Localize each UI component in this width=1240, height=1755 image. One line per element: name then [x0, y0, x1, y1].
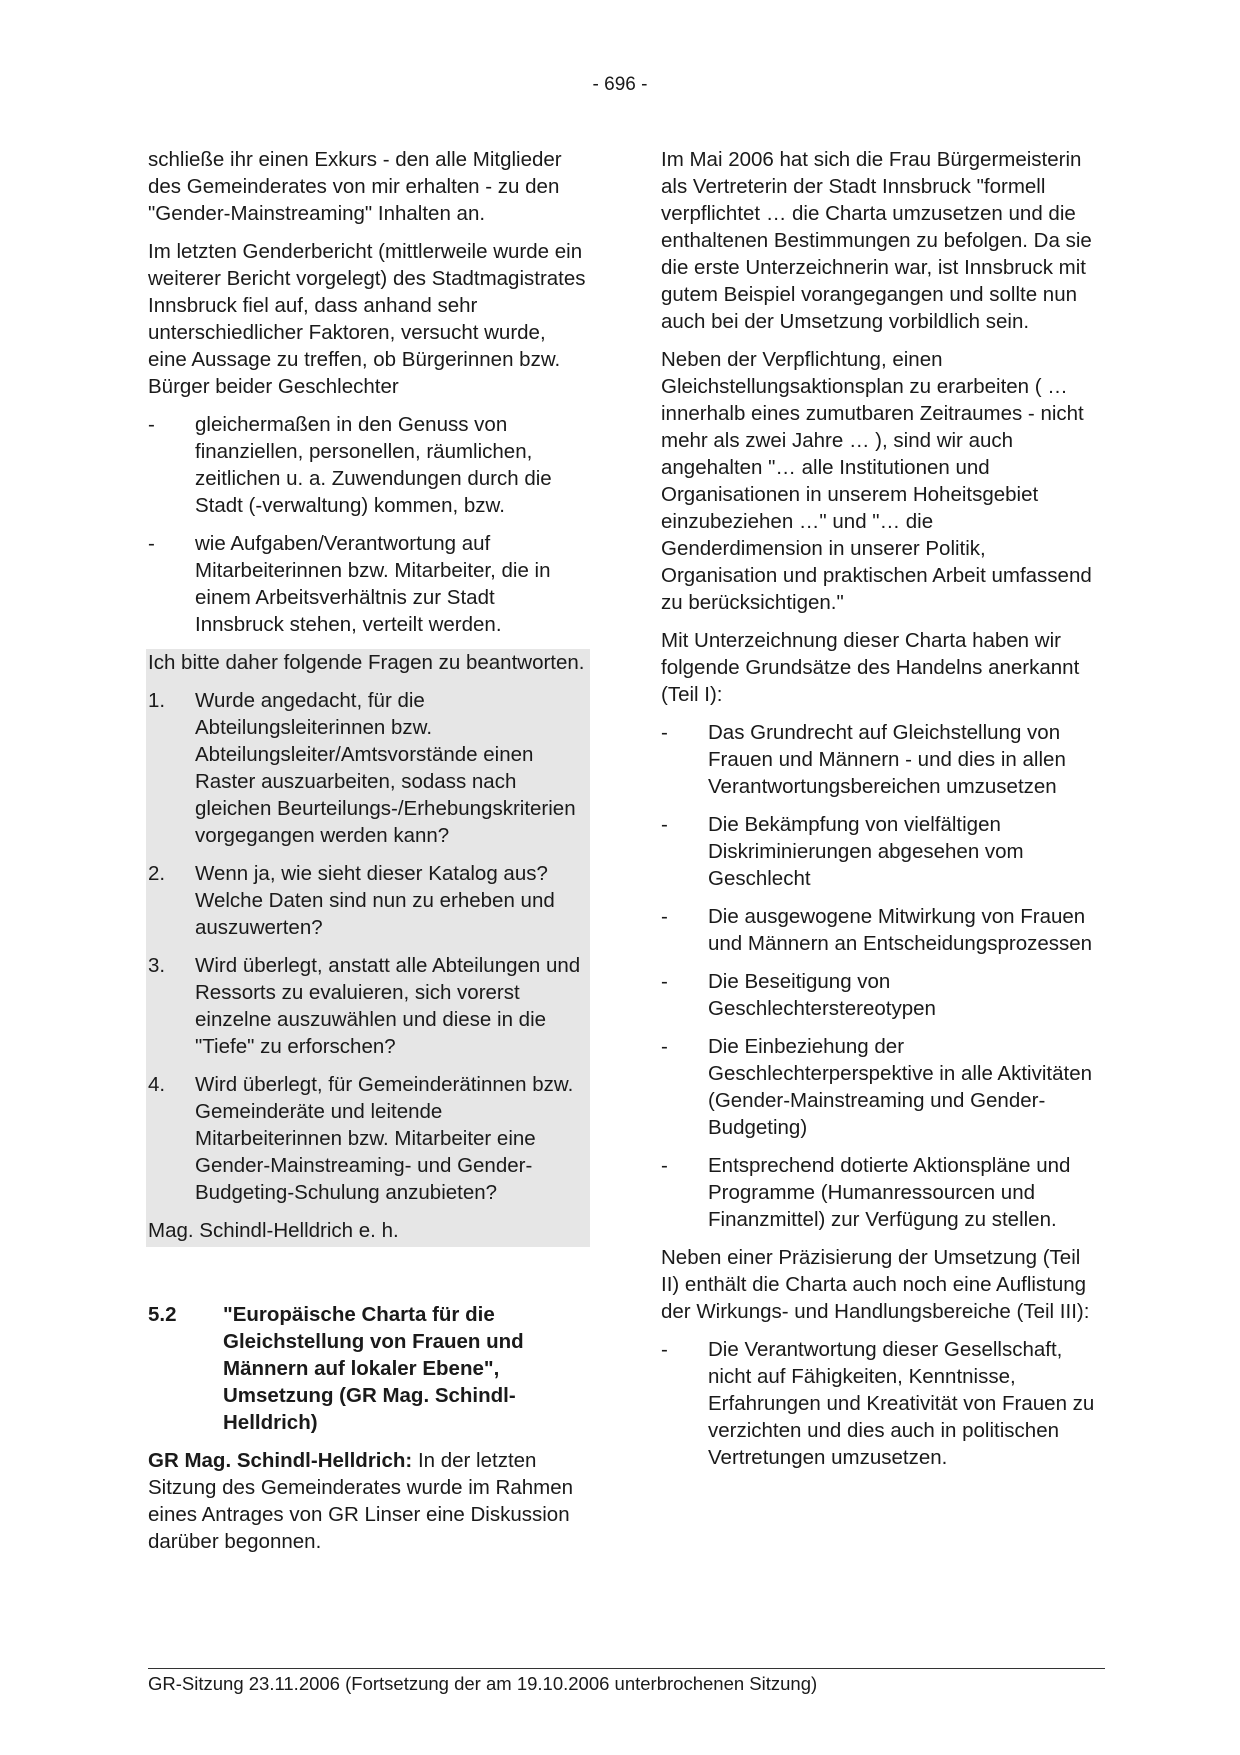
action-plan-paragraph: Neben der Verpflichtung, einen Gleichstellungsaktionsplan zu erarbeiten ( … innerhalb eines zumutbaren Zeitraumes - nicht mehr als zwei Jahre … ), sind wir auch angehalten "… alle Institutionen und Organisationen in unserem Hoheitsgebiet einzubeziehen …" und "… die Genderdimension in unserer Politik, Organisation und praktischen Arbeit umfassend zu berücksichtigen.": [661, 348, 1092, 614]
principle-item: [661, 1033, 1099, 1141]
list-item: [148, 411, 588, 519]
dash-marker: -: [661, 813, 668, 836]
question-text: Wird überlegt, anstatt alle Abteilungen und Ressorts zu evaluieren, sich vorerst einzelne auszuwählen und diese in die "Tiefe" zu erforschen?: [195, 954, 581, 1058]
footer-text: GR-Sitzung 23.11.2006 (Fortsetzung der am 19.10.2006 unterbrochenen Sitzung): [148, 1673, 818, 1694]
list-item-text: gleichermaßen in den Genuss von finanziellen, personellen, räumlichen, zeitlichen u. a. Zuwendungen durch die Stadt (-verwaltung) kommen, bzw.: [195, 413, 552, 517]
principle-text: Entsprechend dotierte Aktionspläne und Programme (Humanressourcen und Finanzmittel) zur Verfügung zu stellen.: [708, 1154, 1071, 1231]
principle-item: [661, 1152, 1099, 1233]
principles-intro: Mit Unterzeichnung dieser Charta haben wir folgende Grundsätze des Handelns anerkannt (Teil I):: [661, 629, 1080, 706]
section-title: "Europäische Charta für die Gleichstellung von Frauen und Männern auf lokaler Ebene", Umsetzung (GR Mag. Schindl-Helldrich): [223, 1303, 524, 1434]
principle-text: Die Bekämpfung von vielfältigen Diskriminierungen abgesehen vom Geschlecht: [708, 813, 1024, 890]
question-item: [148, 687, 588, 849]
right-column: [661, 146, 1099, 1482]
principle-item: [661, 968, 1099, 1022]
principle-text: Die ausgewogene Mitwirkung von Frauen und Männern an Entscheidungsprozessen: [708, 905, 1093, 955]
left-column: [148, 146, 588, 1566]
dash-marker: -: [661, 905, 668, 928]
commitment-paragraph: Im Mai 2006 hat sich die Frau Bürgermeisterin als Vertreterin der Stadt Innsbruck "formell verpflichtet … die Charta umzusetzen und die enthaltenen Bestimmungen zu befolgen. Da sie die erste Unterzeichnerin war, ist Innsbruck mit gutem Beispiel vorangegangen und sollte nun auch bei der Umsetzung vorbildlich sein.: [661, 148, 1092, 333]
page-number: - 696 -: [592, 74, 648, 95]
question-number: 4.: [148, 1073, 166, 1096]
dash-marker: -: [661, 1035, 668, 1058]
question-item: [148, 952, 588, 1060]
dash-marker: -: [148, 532, 155, 555]
dash-marker: -: [148, 413, 155, 436]
principle-text: Die Beseitigung von Geschlechterstereotypen: [708, 970, 936, 1020]
areas-intro: Neben einer Präzisierung der Umsetzung (Teil II) enthält die Charta auch noch eine Auflistung der Wirkungs- und Handlungsbereiche (Teil III):: [661, 1246, 1090, 1323]
list-item: [148, 530, 588, 638]
section-number: 5.2: [148, 1303, 177, 1326]
list-item-text: wie Aufgaben/Verantwortung auf Mitarbeiterinnen bzw. Mitarbeiter, die in einem Arbeitsverhältnis zur Stadt Innsbruck stehen, verteilt werden.: [195, 532, 551, 636]
speaker-name: GR Mag. Schindl-Helldrich:: [148, 1449, 413, 1472]
principle-item: [661, 811, 1099, 892]
question-item: [148, 1071, 588, 1206]
speaker-text: In der letzten Sitzung des Gemeinderates wurde im Rahmen eines Antrages von GR Linser eine Diskussion darüber begonnen.: [148, 1449, 574, 1553]
footer-divider: [148, 1668, 1105, 1669]
dash-marker: -: [661, 970, 668, 993]
principle-text: Das Grundrecht auf Gleichstellung von Frauen und Männern - und dies in allen Verantwortungsbereichen umzusetzen: [708, 721, 1066, 798]
signature: Mag. Schindl-Helldrich e. h.: [148, 1219, 399, 1242]
question-text: Wenn ja, wie sieht dieser Katalog aus? Welche Daten sind nun zu erheben und auszuwerten?: [195, 862, 555, 939]
questions-box: [146, 649, 590, 1247]
question-number: 1.: [148, 689, 166, 712]
question-text: Wurde angedacht, für die Abteilungsleiterinnen bzw. Abteilungsleiter/Amtsvorstände einen Raster auszuarbeiten, sodass nach gleichen Beurteilungs-/Erhebungskriterien vorgegangen werden kann?: [195, 689, 576, 847]
section-heading: [148, 1301, 588, 1436]
question-number: 2.: [148, 862, 166, 885]
principle-item: [661, 903, 1099, 957]
area-item: [661, 1336, 1099, 1471]
question-text: Wird überlegt, für Gemeinderätinnen bzw. Gemeinderäte und leitende Mitarbeiterinnen bzw. Mitarbeiter eine Gender-Mainstreaming- und Gender-Budgeting-Schulung anzubieten?: [195, 1073, 574, 1204]
question-item: [148, 860, 588, 941]
questions-intro: Ich bitte daher folgende Fragen zu beantworten.: [148, 651, 585, 674]
area-text: Die Verantwortung dieser Gesellschaft, nicht auf Fähigkeiten, Kenntnisse, Erfahrungen und Kreativität von Frauen zu verzichten und dies auch in politischen Vertretungen umzusetzen.: [708, 1338, 1095, 1469]
intro-paragraph: schließe ihr einen Exkurs - den alle Mitglieder des Gemeinderates von mir erhalten - zu den "Gender-Mainstreaming" Inhalten an.: [148, 148, 562, 225]
dash-marker: -: [661, 1154, 668, 1177]
principle-text: Die Einbeziehung der Geschlechterperspektive in alle Aktivitäten (Gender-Mainstreaming und Gender-Budgeting): [708, 1035, 1093, 1139]
speaker-paragraph: [148, 1447, 588, 1555]
gender-report-paragraph: Im letzten Genderbericht (mittlerweile wurde ein weiterer Bericht vorgelegt) des Stadtmagistrates Innsbruck fiel auf, dass anhand sehr unterschiedlicher Faktoren, versucht wurde, eine Aussage zu treffen, ob Bürgerinnen bzw. Bürger beider Geschlechter: [148, 240, 586, 398]
dash-marker: -: [661, 721, 668, 744]
question-number: 3.: [148, 954, 166, 977]
dash-marker: -: [661, 1338, 668, 1361]
principle-item: [661, 719, 1099, 800]
